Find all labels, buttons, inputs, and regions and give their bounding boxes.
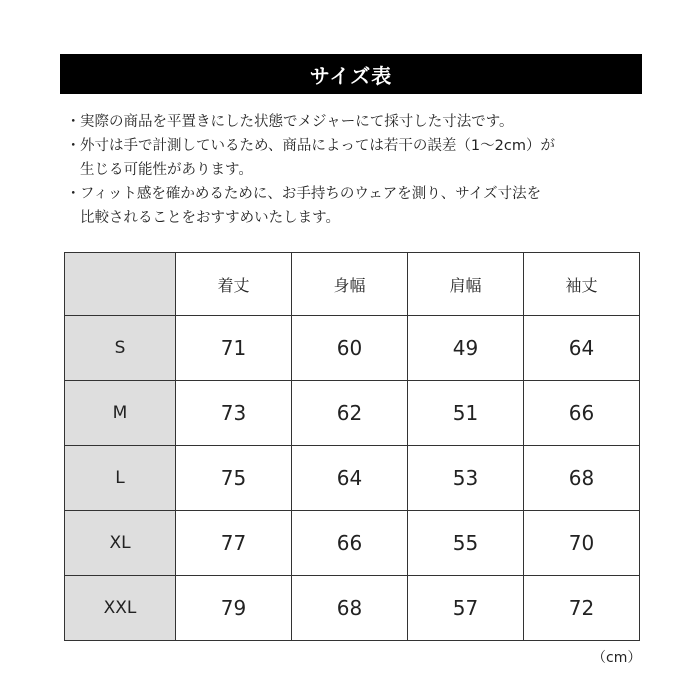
- size-label: S: [65, 316, 176, 381]
- bullet: ・: [66, 186, 81, 202]
- table-cell: 71: [176, 316, 292, 381]
- column-header: 着丈: [176, 253, 292, 316]
- table-corner-cell: [65, 253, 176, 316]
- column-header: 袖丈: [524, 253, 640, 316]
- bullet: ・: [66, 114, 81, 130]
- table-cell: 70: [524, 511, 640, 576]
- column-header: 身幅: [292, 253, 408, 316]
- table-header-row: [65, 253, 640, 316]
- note-item: [66, 110, 656, 134]
- table-row: [65, 511, 640, 576]
- table-row: [65, 381, 640, 446]
- unit-label: （cm）: [592, 650, 642, 666]
- table-cell: 72: [524, 576, 640, 641]
- table-cell: 75: [176, 446, 292, 511]
- table-cell: 51: [408, 381, 524, 446]
- size-label: XL: [65, 511, 176, 576]
- table-cell: 77: [176, 511, 292, 576]
- table-cell: 66: [524, 381, 640, 446]
- table-cell: 64: [292, 446, 408, 511]
- table-cell: 60: [292, 316, 408, 381]
- table-cell: 53: [408, 446, 524, 511]
- table-cell: 73: [176, 381, 292, 446]
- size-label: M: [65, 381, 176, 446]
- size-label: L: [65, 446, 176, 511]
- bullet: ・: [66, 138, 81, 154]
- table-cell: 57: [408, 576, 524, 641]
- note-item: [66, 134, 656, 182]
- table-row: [65, 446, 640, 511]
- size-table: [64, 252, 640, 641]
- notes-list: [66, 110, 656, 230]
- table-row: [65, 316, 640, 381]
- table-cell: 62: [292, 381, 408, 446]
- table-cell: 79: [176, 576, 292, 641]
- table-cell: 64: [524, 316, 640, 381]
- table-cell: 49: [408, 316, 524, 381]
- size-label: XXL: [65, 576, 176, 641]
- table-cell: 55: [408, 511, 524, 576]
- page-title: サイズ表: [60, 54, 642, 94]
- note-text: 外寸は手で計測しているため、商品によっては若干の誤差（1～2cm）が 生じる可能性があります。: [80, 138, 555, 178]
- column-header: 肩幅: [408, 253, 524, 316]
- table-cell: 68: [524, 446, 640, 511]
- note-text: フィット感を確かめるために、お手持ちのウェアを測り、サイズ寸法を 比較されることをおすすめいたします。: [80, 186, 542, 226]
- table-row: [65, 576, 640, 641]
- note-item: [66, 182, 656, 230]
- note-text: 実際の商品を平置きにした状態でメジャーにて採寸した寸法です。: [80, 114, 514, 130]
- table-cell: 66: [292, 511, 408, 576]
- table-cell: 68: [292, 576, 408, 641]
